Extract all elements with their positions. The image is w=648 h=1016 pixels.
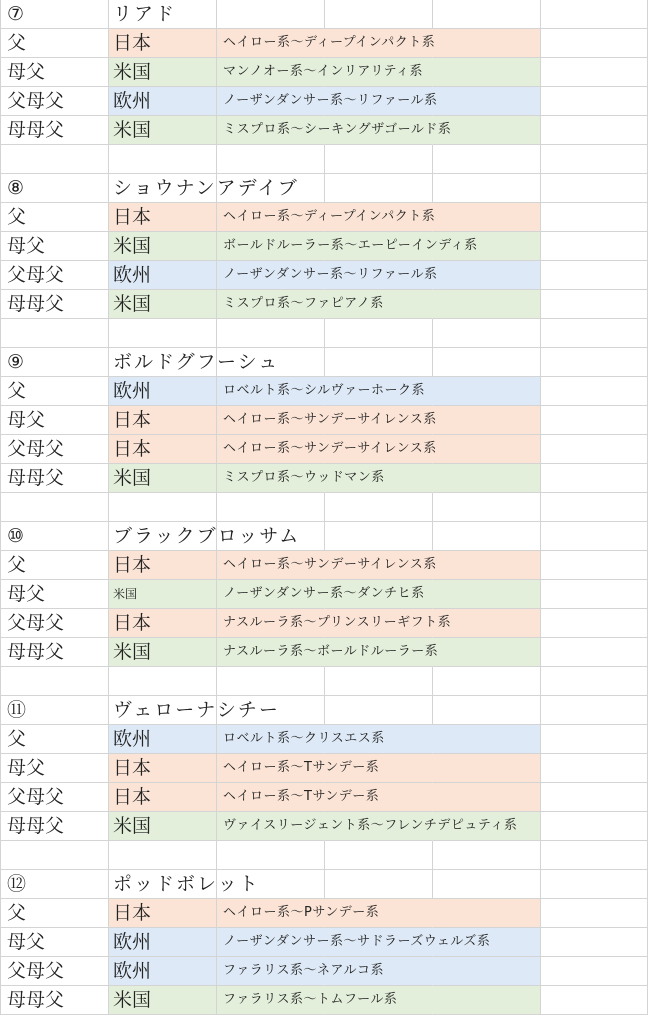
pedigree-row xyxy=(0,232,648,261)
sire-line-text: ヘイロー系～Tサンデー系 xyxy=(223,789,380,804)
cell-number[interactable] xyxy=(0,522,109,551)
blank-row xyxy=(0,667,648,696)
empty-cell[interactable] xyxy=(433,261,541,290)
relation-label: 父母父 xyxy=(7,612,65,634)
pedigree-row xyxy=(0,638,648,667)
sire-line-text: ミスプロ系～シーキングザゴールド系 xyxy=(223,122,452,137)
cell-relation[interactable] xyxy=(0,551,109,580)
region-label: 日本 xyxy=(113,206,152,228)
pedigree-row xyxy=(0,377,648,406)
blank-row xyxy=(0,841,648,870)
empty-cell[interactable] xyxy=(541,696,648,725)
cell-sire-line[interactable] xyxy=(217,551,437,580)
cell-number[interactable] xyxy=(0,174,109,203)
relation-label: 母母父 xyxy=(7,119,65,141)
cell-horse-name[interactable] xyxy=(109,0,217,29)
empty-cell[interactable] xyxy=(541,870,648,899)
cell-relation[interactable] xyxy=(0,116,109,145)
cell-relation[interactable] xyxy=(0,232,109,261)
pedigree-row xyxy=(0,812,648,841)
relation-label: 父 xyxy=(7,32,27,54)
empty-cell[interactable] xyxy=(541,493,648,522)
relation-label: 母母父 xyxy=(7,641,65,663)
cell-sire-line[interactable] xyxy=(217,203,436,232)
cell-sire-line[interactable] xyxy=(217,232,478,261)
cell-sire-line[interactable] xyxy=(217,261,438,290)
cell-horse-name[interactable] xyxy=(109,522,301,551)
cell-relation[interactable] xyxy=(0,464,109,493)
empty-cell[interactable] xyxy=(541,406,648,435)
region-label: 米国 xyxy=(113,989,152,1011)
empty-cell[interactable] xyxy=(433,29,541,58)
cell-sire-line[interactable] xyxy=(217,116,452,145)
cell-number[interactable] xyxy=(0,870,109,899)
sire-line-text: ファラリス系～トムフール系 xyxy=(223,992,398,1007)
relation-label: 父 xyxy=(7,902,27,924)
relation-label: 父 xyxy=(7,728,27,750)
cell-relation[interactable] xyxy=(0,609,109,638)
empty-cell[interactable] xyxy=(541,0,648,29)
pedigree-row xyxy=(0,435,648,464)
empty-cell[interactable] xyxy=(541,58,648,87)
cell-horse-name[interactable] xyxy=(109,870,260,899)
empty-cell[interactable] xyxy=(433,522,541,551)
empty-cell[interactable] xyxy=(217,145,325,174)
pedigree-row xyxy=(0,203,648,232)
empty-cell[interactable] xyxy=(541,116,648,145)
region-label: 日本 xyxy=(113,786,152,808)
horse-name: ポッドボレット xyxy=(113,873,260,895)
cell-sire-line[interactable] xyxy=(217,290,384,319)
cell-horse-name[interactable] xyxy=(109,348,280,377)
horse-number: ⑪ xyxy=(7,699,27,721)
blank-row xyxy=(0,493,648,522)
sire-line-text: ヴァイスリージェント系～フレンチデピュティ系 xyxy=(223,818,518,833)
cell-relation[interactable] xyxy=(0,638,109,667)
cell-number[interactable] xyxy=(0,696,109,725)
relation-label: 母父 xyxy=(7,409,46,431)
cell-relation[interactable] xyxy=(0,261,109,290)
relation-label: 父 xyxy=(7,206,27,228)
cell-sire-line[interactable] xyxy=(217,986,398,1015)
cell-region[interactable] xyxy=(109,957,217,986)
empty-cell[interactable] xyxy=(541,29,648,58)
empty-cell[interactable] xyxy=(217,841,325,870)
cell-region[interactable] xyxy=(109,928,217,957)
cell-sire-line[interactable] xyxy=(217,435,437,464)
cell-region[interactable] xyxy=(109,464,217,493)
region-label: 米国 xyxy=(113,235,152,257)
group-header-row xyxy=(0,870,648,899)
cell-relation[interactable] xyxy=(0,754,109,783)
relation-label: 母父 xyxy=(7,61,46,83)
empty-cell[interactable] xyxy=(109,667,217,696)
empty-cell[interactable] xyxy=(0,493,109,522)
cell-sire-line[interactable] xyxy=(217,58,424,87)
relation-label: 母母父 xyxy=(7,815,65,837)
cell-region[interactable] xyxy=(109,203,217,232)
sire-line-text: ロベルト系～クリスエス系 xyxy=(223,731,385,746)
relation-label: 父 xyxy=(7,380,27,402)
relation-label: 父母父 xyxy=(7,960,65,982)
region-label: 日本 xyxy=(113,438,152,460)
cell-relation[interactable] xyxy=(0,87,109,116)
cell-region[interactable] xyxy=(109,551,217,580)
relation-label: 父母父 xyxy=(7,264,65,286)
cell-region[interactable] xyxy=(109,406,217,435)
empty-cell[interactable] xyxy=(433,638,541,667)
horse-number: ⑨ xyxy=(7,351,25,373)
cell-relation[interactable] xyxy=(0,377,109,406)
empty-cell[interactable] xyxy=(433,696,541,725)
empty-cell[interactable] xyxy=(433,841,541,870)
cell-region[interactable] xyxy=(109,261,217,290)
empty-cell[interactable] xyxy=(433,580,541,609)
region-label: 日本 xyxy=(113,409,152,431)
empty-cell[interactable] xyxy=(541,754,648,783)
sire-line-text: ナスルーラ系～プリンスリーギフト系 xyxy=(223,615,452,630)
empty-cell[interactable] xyxy=(217,493,325,522)
region-label: 欧州 xyxy=(113,264,152,286)
sire-line-text: ヘイロー系～サンデーサイレンス系 xyxy=(223,441,437,456)
empty-cell[interactable] xyxy=(541,986,648,1015)
relation-label: 母父 xyxy=(7,235,46,257)
empty-cell[interactable] xyxy=(433,348,541,377)
cell-region[interactable] xyxy=(109,232,217,261)
cell-region[interactable] xyxy=(109,754,217,783)
empty-cell[interactable] xyxy=(541,261,648,290)
sire-line-text: ノーザンダンサー系～サドラーズウェルズ系 xyxy=(223,934,491,949)
cell-relation[interactable] xyxy=(0,899,109,928)
region-label: 欧州 xyxy=(113,90,152,112)
cell-sire-line[interactable] xyxy=(217,377,426,406)
empty-cell[interactable] xyxy=(433,870,541,899)
pedigree-row xyxy=(0,928,648,957)
empty-cell[interactable] xyxy=(541,609,648,638)
empty-cell[interactable] xyxy=(541,348,648,377)
empty-cell[interactable] xyxy=(433,0,541,29)
empty-cell[interactable] xyxy=(109,841,217,870)
pedigree-row xyxy=(0,87,648,116)
relation-label: 父 xyxy=(7,554,27,576)
empty-cell[interactable] xyxy=(541,435,648,464)
empty-cell[interactable] xyxy=(325,667,433,696)
empty-cell[interactable] xyxy=(433,754,541,783)
empty-cell[interactable] xyxy=(325,319,433,348)
pedigree-row xyxy=(0,29,648,58)
pedigree-row xyxy=(0,580,648,609)
pedigree-row xyxy=(0,986,648,1015)
region-label: 欧州 xyxy=(113,931,152,953)
relation-label: 父母父 xyxy=(7,438,65,460)
pedigree-row xyxy=(0,725,648,754)
cell-sire-line[interactable] xyxy=(217,638,439,667)
cell-sire-line[interactable] xyxy=(217,464,385,493)
empty-cell[interactable] xyxy=(433,406,541,435)
sire-line-text: ノーザンダンサー系～リファール系 xyxy=(223,267,438,282)
cell-relation[interactable] xyxy=(0,203,109,232)
empty-cell[interactable] xyxy=(433,319,541,348)
sire-line-text: マンノオー系～インリアリティ系 xyxy=(223,64,424,79)
empty-cell[interactable] xyxy=(433,58,541,87)
region-label: 欧州 xyxy=(113,960,152,982)
cell-region[interactable] xyxy=(109,290,217,319)
empty-cell[interactable] xyxy=(433,174,541,203)
empty-cell[interactable] xyxy=(217,319,325,348)
empty-cell[interactable] xyxy=(433,667,541,696)
pedigree-row xyxy=(0,290,648,319)
empty-cell[interactable] xyxy=(325,174,433,203)
empty-cell[interactable] xyxy=(109,319,217,348)
cell-sire-line[interactable] xyxy=(217,87,438,116)
region-label: 欧州 xyxy=(113,380,152,402)
group-header-row xyxy=(0,174,648,203)
region-label: 米国 xyxy=(113,467,152,489)
empty-cell[interactable] xyxy=(433,464,541,493)
region-label: 米国 xyxy=(113,641,152,663)
sire-line-text: ノーザンダンサー系～ダンチヒ系 xyxy=(223,586,425,601)
region-label: 米国 xyxy=(113,815,152,837)
sire-line-text: ミスプロ系～ウッドマン系 xyxy=(223,470,385,485)
empty-cell[interactable] xyxy=(217,667,325,696)
empty-cell[interactable] xyxy=(433,551,541,580)
empty-cell[interactable] xyxy=(433,899,541,928)
horse-name: ヴェローナシチー xyxy=(113,699,280,721)
region-label: 日本 xyxy=(113,612,152,634)
cell-region[interactable] xyxy=(109,986,217,1015)
region-label: 米国 xyxy=(113,293,152,315)
relation-label: 母父 xyxy=(7,931,46,953)
sire-line-text: ミスプロ系～ファピアノ系 xyxy=(223,296,384,311)
empty-cell[interactable] xyxy=(0,667,109,696)
sire-line-text: ヘイロー系～Pサンデー系 xyxy=(223,905,380,920)
region-label: 日本 xyxy=(113,554,152,576)
horse-number: ⑧ xyxy=(7,177,25,199)
pedigree-row xyxy=(0,406,648,435)
cell-relation[interactable] xyxy=(0,58,109,87)
cell-relation[interactable] xyxy=(0,29,109,58)
cell-relation[interactable] xyxy=(0,986,109,1015)
empty-cell[interactable] xyxy=(0,319,109,348)
cell-sire-line[interactable] xyxy=(217,725,385,754)
sire-line-text: ヘイロー系～Tサンデー系 xyxy=(223,760,380,775)
empty-cell[interactable] xyxy=(325,696,433,725)
cell-sire-line[interactable] xyxy=(217,406,437,435)
cell-relation[interactable] xyxy=(0,406,109,435)
empty-cell[interactable] xyxy=(541,377,648,406)
pedigree-row xyxy=(0,58,648,87)
cell-relation[interactable] xyxy=(0,725,109,754)
empty-cell[interactable] xyxy=(325,145,433,174)
empty-cell[interactable] xyxy=(541,725,648,754)
empty-cell[interactable] xyxy=(433,986,541,1015)
group-header-row xyxy=(0,696,648,725)
cell-number[interactable] xyxy=(0,0,109,29)
cell-region[interactable] xyxy=(109,87,217,116)
empty-cell[interactable] xyxy=(109,493,217,522)
empty-cell[interactable] xyxy=(0,145,109,174)
sire-line-text: ノーザンダンサー系～リファール系 xyxy=(223,93,438,108)
cell-relation[interactable] xyxy=(0,783,109,812)
cell-region[interactable] xyxy=(109,899,217,928)
region-label: 日本 xyxy=(113,757,152,779)
empty-cell[interactable] xyxy=(541,145,648,174)
empty-cell[interactable] xyxy=(433,957,541,986)
cell-number[interactable] xyxy=(0,348,109,377)
cell-region[interactable] xyxy=(109,580,217,609)
empty-cell[interactable] xyxy=(541,928,648,957)
cell-relation[interactable] xyxy=(0,928,109,957)
cell-sire-line[interactable] xyxy=(217,812,518,841)
empty-cell[interactable] xyxy=(325,522,433,551)
cell-relation[interactable] xyxy=(0,580,109,609)
cell-sire-line[interactable] xyxy=(217,580,425,609)
cell-region[interactable] xyxy=(109,812,217,841)
relation-label: 母母父 xyxy=(7,989,65,1011)
relation-label: 父母父 xyxy=(7,90,65,112)
sire-line-text: ヘイロー系～サンデーサイレンス系 xyxy=(223,412,437,427)
cell-region[interactable] xyxy=(109,725,217,754)
pedigree-row xyxy=(0,754,648,783)
empty-cell[interactable] xyxy=(541,319,648,348)
empty-cell[interactable] xyxy=(541,203,648,232)
cell-sire-line[interactable] xyxy=(217,957,384,986)
empty-cell[interactable] xyxy=(0,841,109,870)
sire-line-text: ヘイロー系～ディープインパクト系 xyxy=(223,209,436,224)
pedigree-row xyxy=(0,899,648,928)
cell-relation[interactable] xyxy=(0,435,109,464)
pedigree-row xyxy=(0,261,648,290)
cell-region[interactable] xyxy=(109,29,217,58)
empty-cell[interactable] xyxy=(541,580,648,609)
pedigree-row xyxy=(0,464,648,493)
cell-sire-line[interactable] xyxy=(217,29,436,58)
cell-relation[interactable] xyxy=(0,812,109,841)
cell-relation[interactable] xyxy=(0,290,109,319)
empty-cell[interactable] xyxy=(433,203,541,232)
empty-cell[interactable] xyxy=(433,377,541,406)
group-header-row xyxy=(0,0,648,29)
region-label: 米国 xyxy=(113,119,152,141)
blank-row xyxy=(0,145,648,174)
blank-row xyxy=(0,319,648,348)
empty-cell[interactable] xyxy=(541,841,648,870)
cell-region[interactable] xyxy=(109,783,217,812)
empty-cell[interactable] xyxy=(541,522,648,551)
empty-cell[interactable] xyxy=(325,870,433,899)
empty-cell[interactable] xyxy=(433,783,541,812)
cell-sire-line[interactable] xyxy=(217,609,452,638)
empty-cell[interactable] xyxy=(325,841,433,870)
cell-sire-line[interactable] xyxy=(217,783,380,812)
empty-cell[interactable] xyxy=(541,638,648,667)
cell-sire-line[interactable] xyxy=(217,899,380,928)
group-header-row xyxy=(0,522,648,551)
empty-cell[interactable] xyxy=(325,0,433,29)
cell-region[interactable] xyxy=(109,58,217,87)
empty-cell[interactable] xyxy=(541,551,648,580)
relation-label: 母母父 xyxy=(7,293,65,315)
empty-cell[interactable] xyxy=(433,435,541,464)
region-label: 欧州 xyxy=(113,728,152,750)
sire-line-text: ロベルト系～シルヴァーホーク系 xyxy=(223,383,426,398)
cell-region[interactable] xyxy=(109,435,217,464)
sire-line-text: ファラリス系～ネアルコ系 xyxy=(223,963,384,978)
empty-cell[interactable] xyxy=(433,290,541,319)
empty-cell[interactable] xyxy=(541,667,648,696)
empty-cell[interactable] xyxy=(541,957,648,986)
horse-number: ⑫ xyxy=(7,873,27,895)
region-label: 米国 xyxy=(113,61,152,83)
cell-region[interactable] xyxy=(109,116,217,145)
pedigree-row xyxy=(0,957,648,986)
cell-region[interactable] xyxy=(109,377,217,406)
relation-label: 母父 xyxy=(7,583,46,605)
sire-line-text: ナスルーラ系～ボールドルーラー系 xyxy=(223,644,439,659)
empty-cell[interactable] xyxy=(433,145,541,174)
horse-number: ⑦ xyxy=(7,3,25,25)
region-label: 日本 xyxy=(113,32,152,54)
empty-cell[interactable] xyxy=(217,0,325,29)
pedigree-row xyxy=(0,116,648,145)
relation-label: 父母父 xyxy=(7,786,65,808)
sire-line-text: ボールドルーラー系～エーピーインディ系 xyxy=(223,238,478,253)
horse-number: ⑩ xyxy=(7,525,25,547)
empty-cell[interactable] xyxy=(433,725,541,754)
empty-cell[interactable] xyxy=(541,290,648,319)
sire-line-text: ヘイロー系～ディープインパクト系 xyxy=(223,35,436,50)
empty-cell[interactable] xyxy=(325,493,433,522)
region-label: 日本 xyxy=(113,902,152,924)
cell-sire-line[interactable] xyxy=(217,754,380,783)
pedigree-row xyxy=(0,609,648,638)
empty-cell[interactable] xyxy=(541,783,648,812)
cell-sire-line[interactable] xyxy=(217,928,491,957)
region-label: 米国 xyxy=(113,587,138,601)
empty-cell[interactable] xyxy=(541,232,648,261)
relation-label: 母父 xyxy=(7,757,46,779)
cell-horse-name[interactable] xyxy=(109,174,299,203)
empty-cell[interactable] xyxy=(109,145,217,174)
horse-name: リアド xyxy=(113,3,177,25)
pedigree-row xyxy=(0,551,648,580)
cell-region[interactable] xyxy=(109,638,217,667)
sire-line-text: ヘイロー系～サンデーサイレンス系 xyxy=(223,557,437,572)
horse-name: ショウナンアデイブ xyxy=(113,177,299,199)
horse-name: ボルドグフーシュ xyxy=(113,351,280,373)
empty-cell[interactable] xyxy=(433,493,541,522)
cell-relation[interactable] xyxy=(0,957,109,986)
empty-cell[interactable] xyxy=(541,812,648,841)
empty-cell[interactable] xyxy=(541,899,648,928)
empty-cell[interactable] xyxy=(541,464,648,493)
empty-cell[interactable] xyxy=(541,87,648,116)
empty-cell[interactable] xyxy=(325,348,433,377)
pedigree-row xyxy=(0,783,648,812)
empty-cell[interactable] xyxy=(433,87,541,116)
empty-cell[interactable] xyxy=(541,174,648,203)
cell-horse-name[interactable] xyxy=(109,696,280,725)
horse-name: ブラックブロッサム xyxy=(113,525,301,547)
relation-label: 母母父 xyxy=(7,467,65,489)
group-header-row xyxy=(0,348,648,377)
cell-region[interactable] xyxy=(109,609,217,638)
